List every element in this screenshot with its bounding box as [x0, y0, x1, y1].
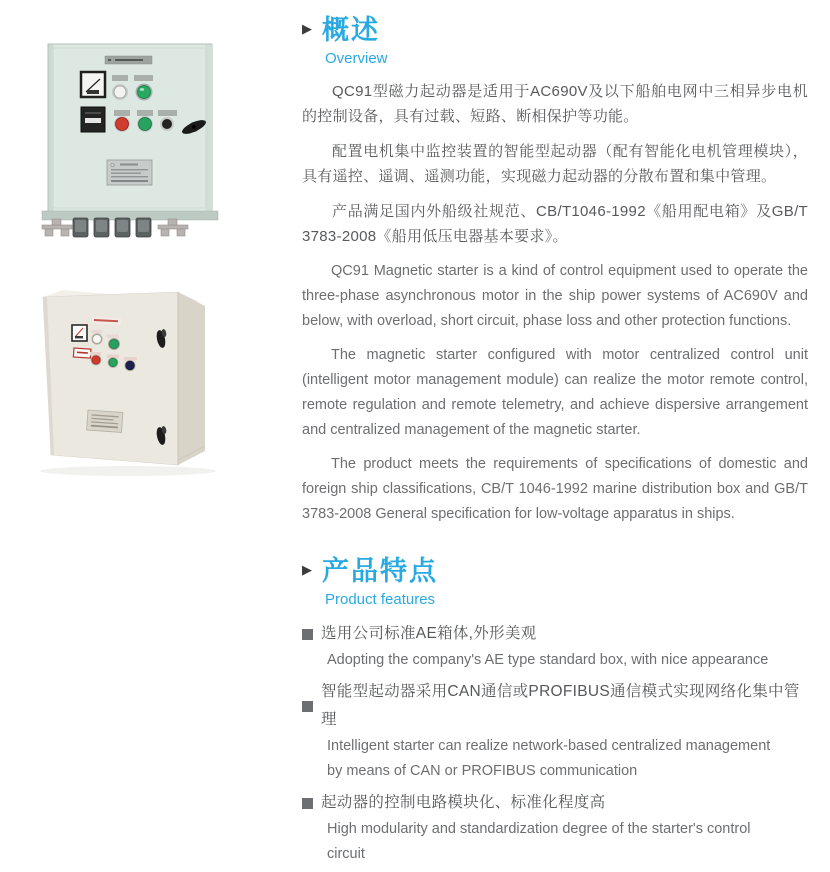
triangle-marker-icon: ▶: [302, 21, 312, 36]
button-caption-navy: [124, 357, 137, 360]
square-bullet-icon: [302, 629, 313, 640]
triangle-marker-icon: ▶: [302, 562, 312, 577]
feature-line-zh: [302, 678, 808, 734]
overview-paragraph-zh: 产品满足国内外船级社规范、CB/T1046-1992《船用配电箱》及GB/T 3783-2008《船用低压电器基本要求》。: [302, 203, 808, 245]
features-title-en: Product features: [325, 591, 436, 608]
green-push-button: [108, 357, 119, 368]
feature-item: [302, 789, 808, 867]
feature-text-zh: 智能型起动器采用CAN通信或PROFIBUS通信模式实现网络化集中管理: [321, 683, 800, 728]
green-push-button: [137, 116, 153, 132]
starter-cabinet-front-illustration: [28, 34, 262, 244]
small-meter: [72, 325, 87, 341]
overview-paragraph-en: QC91 Magnetic starter is a kind of control equipment used to operate the three-phase asynchronous motor in the ship power systems of AC690V and below, with overload, short circuit, phase loss and other protection functions.: [302, 263, 808, 329]
overview-paragraph-en: The product meets the requirements of specifications of domestic and foreign ship classifications, CB/T 1046-1992 marine distribution box and GB/T 3783-2008 General specification for low-voltage apparatus in ships.: [302, 456, 808, 522]
red-push-button: [91, 355, 102, 366]
push-button-labels: [114, 110, 177, 116]
nameplate: [107, 160, 152, 185]
overview-paragraph-zh: QC91型磁力起动器是适用于AC690V及以下船舶电网中三相异步电机的控制设备，具有过载、短路、断相保护等功能。: [302, 83, 808, 125]
overview-paragraph-zh: 配置电机集中监控装置的智能型起动器（配有智能化电机管理模块），具有遥控、遥调、遥测功能，实现磁力起动器的分散布置和集中管理。: [302, 143, 808, 185]
feature-line-zh: [302, 789, 808, 817]
nameplate: [87, 410, 123, 432]
feature-line-zh: [302, 620, 808, 648]
lamp-caption-white: [91, 330, 102, 333]
section-product-features: [302, 549, 808, 867]
lamp-caption-green: [107, 335, 119, 338]
square-bullet-icon: [302, 701, 313, 712]
features-heading: [302, 549, 808, 588]
feature-text-zh: 选用公司标准AE箱体,外形美观: [321, 625, 537, 642]
overview-paragraph-en: The magnetic starter configured with motor centralized control unit (intelligent motor management module) can realize the motor remote control, remote regulation and remote telemetry, and achieve dispersive arrangement and centralized management of the magnetic starter.: [302, 347, 808, 438]
overview-heading: [302, 8, 808, 47]
starter-cabinet-photo-angled: [28, 278, 262, 484]
navy-push-button: [124, 360, 135, 371]
starter-cabinet-photo-front: [28, 34, 262, 244]
feature-text-en: Intelligent starter can realize network-based centralized management by means of CAN or PROFIBUS communication: [327, 738, 771, 779]
content-column: [302, 8, 808, 872]
green-indicator-lamp: [108, 338, 120, 350]
red-push-button: [114, 116, 130, 132]
top-label-strip: [105, 56, 152, 64]
section-overview: [302, 8, 808, 527]
starter-cabinet-angled-illustration: [28, 278, 262, 484]
white-indicator-lamp: [91, 333, 102, 344]
ammeter: [81, 72, 105, 97]
overview-title-zh: 概述: [322, 15, 380, 45]
overview-title-en: Overview: [325, 50, 388, 67]
feature-text-en: Adopting the company's AE type standard box, with nice appearance: [327, 652, 769, 668]
features-title-zh: 产品特点: [322, 556, 438, 586]
white-indicator-lamp: [112, 84, 128, 100]
square-bullet-icon: [302, 798, 313, 809]
cable-glands: [73, 218, 151, 237]
feature-item: [302, 678, 808, 784]
green-indicator-lamp: [136, 84, 153, 101]
feature-item: [302, 620, 808, 673]
red-framed-label: [73, 348, 91, 358]
cabinet-body-angled: [40, 290, 216, 476]
circuit-breaker: [81, 107, 105, 132]
feature-text-en: High modularity and standardization degree of the starter's control circuit: [327, 821, 751, 862]
black-push-button: [160, 117, 174, 131]
feature-text-zh: 起动器的控制电路模块化、标准化程度高: [321, 794, 606, 811]
